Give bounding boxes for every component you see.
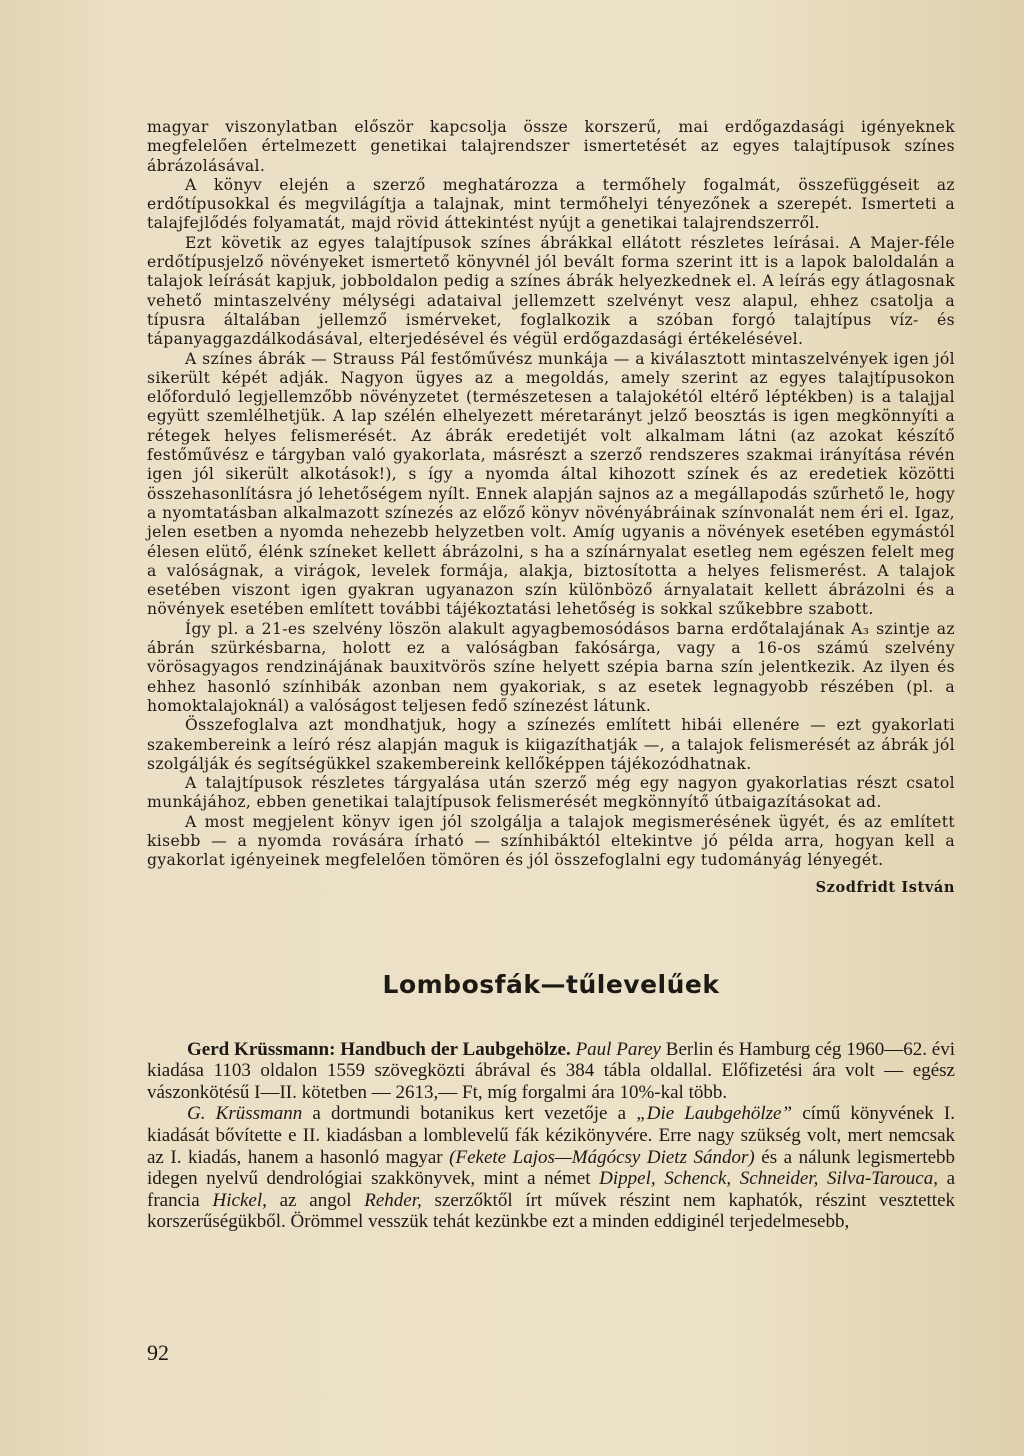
author-name: Rehder, (364, 1189, 422, 1211)
author-names: Dippel, Schenck, Schneider, Silva-Tarouca, (599, 1168, 938, 1190)
book-title: „Die Laubgehölze” (636, 1103, 793, 1125)
page-content (147, 118, 955, 1233)
paragraph: A talajtípusok részletes tárgyalása után szerző még egy nagyon gyakorlatias részt csatol munkájához, ebben genetikai talajtípusok felismerését megkönnyítő útbaigazításokat ad. (147, 774, 955, 812)
review-section-soil-atlas (147, 118, 955, 896)
publisher-name: Paul Parey (575, 1038, 661, 1060)
paragraph (147, 1103, 955, 1233)
page-number: 92 (147, 1340, 169, 1365)
text-run: és a nálunk legismertebb idegen nyelvű dendrológiai szakkönyvek, mint a német (147, 1146, 956, 1190)
author-name: Hickel, (212, 1189, 267, 1211)
text-run: az angol (266, 1189, 365, 1211)
section-heading: Lombosfák—tűlevelűek (382, 969, 720, 999)
paragraph: Összefoglalva azt mondhatjuk, hogy a színezés említett hibái ellenére — ezt gyakorlati szakembereink a leíró rész alapján maguk is kiigazíthatják —, a talajok felismerését az ábrák jól szolgálják és segítségükkel szakembereink kellőképpen tájékozódhatnak. (147, 716, 955, 773)
paragraph: A most megjelent könyv igen jól szolgálja a talajok megismerésének ügyét, és az említett kisebb — a nyomda rovására írható — színhibáktól eltekintve jó példa arra, hogyan kell a gyakorlat igényeinek megfelelően tömören és jól összefoglalni egy tudományág lényegét. (147, 812, 955, 870)
paragraph (147, 1039, 955, 1104)
paragraph-text: Berlin és Hamburg cég 1960—62. évi kiadása 1103 oldalon 1559 szövegközti ábrával és 384 tábla oldallal. Előfizetési ára volt — egész vászonkötésű I—II. kötetben — 2613,— Ft, míg forgalmi ára 10%-kal több. (147, 1038, 956, 1103)
book-author-title: Gerd Krüssmann: Handbuch der Laubgehölze. (187, 1038, 571, 1060)
paragraph: A könyv elején a szerző meghatározza a termőhely fogalmát, összefüggéseit az erdőtípusokkal és megvilágítja a talajnak, mint termőhelyi tényezőnek a szerepét. Ismerteti a talajfejlődés folyamatát, majd rövid áttekintést nyújt a genetikai talajrendszerről. (147, 175, 955, 233)
author-name: G. Krüssmann (187, 1103, 303, 1125)
paragraph: magyar viszonylatban először kapcsolja össze korszerű, mai erdőgazdasági igényeknek megfelelően értelmezett genetikai talajrendszer ismertetését az egyes talajtípusok színes ábrázolásával. (147, 118, 955, 175)
author-names: (Fekete Lajos—Mágócsy Dietz Sándor) (449, 1146, 755, 1168)
review-section-laubgeholze (147, 1039, 955, 1233)
reviewer-signature: Szodfridt István (815, 878, 955, 896)
paragraph: A színes ábrák — Strauss Pál festőművész munkája — a kiválasztott mintaszelvények igen jól sikerült képét adják. Nagyon ügyes az a megoldás, amely szerint az egyes talajtípusokon előforduló legjellemzőbb növényzetet (természetesen a talajokétól eltérő léptékben) is a talajjal együtt szemlélhetjük. A lap szélén elhelyezett méretarányt jelző beosztás is igen megkönnyíti a rétegek helyes felismerését. Az ábrák eredetijét volt alkalmam látni (az azokat készítő festőművész e tárgyban való gyakorlata, másrészt a szerző rendszeres szakmai irányítása révén igen jól sikerült alkotások!), s így a nyomda által kihozott színek és az eredetiek közötti összehasonlításra jó lehetőségem nyílt. Ennek alapján sajnos az a megállapodás szűrhető le, hogy a nyomtatásban alkalmazott színezés az előző könyv növényábráinak színvonalát nem éri el. Igaz, jelen esetben a nyomda nehezebb helyzetben volt. Amíg ugyanis a növények esetében egymástól élesen elütő, élénk színeket kellett ábrázolni, s ha a színárnyalat esetleg nem egészen felelt meg a valóságnak, a virágok, levelek formája, alakja, biztosította a helyes felismerést. A talajok esetében viszont igen gyakran ugyanazon szín különböző árnyalatait kellett ábrázolni és a növények esetében említett további tájékoztatási lehetőség is sokkal szűkebbre szabott. (147, 349, 955, 619)
text-run: szerzőktől írt művek részint nem kaphatók, részint vesztettek korszerűségükből. Örömmel vesszük tehát kezünkbe ezt a minden eddiginél terjedelmesebb, (147, 1189, 955, 1233)
text-run: című könyvének I. kiadását bővítette e II. kiadásban a lomblevelű fák kézikönyvére. Erre nagy szükség volt, mert nemcsak az I. kiadás, hanem a hasonló magyar (147, 1103, 955, 1168)
text-run: a francia (147, 1168, 956, 1211)
paragraph: Így pl. a 21-es szelvény löszön alakult agyagbemosódásos barna erdőtalajának A₃ szintje az ábrán szürkésbarna, holott ez a valóságban fakósárga, vagy a 16-os számú szelvény vörösagyagos rendzinájának bauxitvörös színe helyett szépia barna szín jelentkezik. Az ilyen és ehhez hasonló színhibák azonban nem gyakoriak, s az esetek legnagyobb részében (pl. a homoktalajoknál) a valóságost teljesen fedő színezést látunk. (147, 619, 955, 715)
paragraph: Ezt követik az egyes talajtípusok színes ábrákkal ellátott részletes leírásai. A Majer-féle erdőtípusjelző növényeket ismertető könyvnél jól bevált forma szerint itt is a lapok baloldalán a talajok leírását kapjuk, jobboldalon pedig a színes ábrák helyezkednek el. A leírás egy átlagosnak vehető mintaszelvény mélységi adataival jellemzett szelvényt vesz alapul, ehhez csatolja a típusra általában jellemző ismérveket, foglalkozik a szóban forgó talajtípus víz- és tápanyaggazdálkodásával, elterjedésével és végül erdőgazdasági értékelésével. (147, 233, 955, 349)
text-run: a dortmundi botanikus kert vezetője a (302, 1103, 637, 1125)
